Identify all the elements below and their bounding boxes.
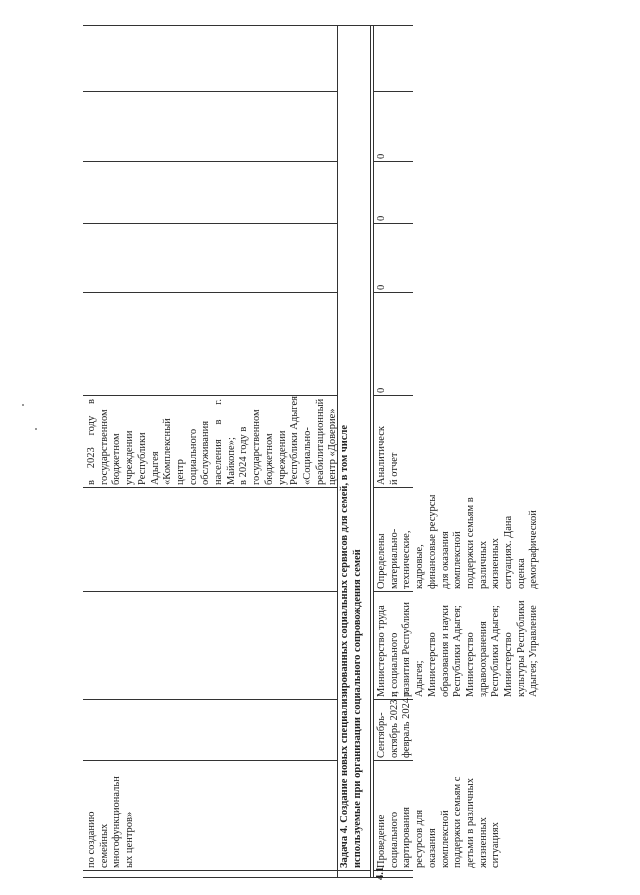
text-line: многофункциональн — [111, 776, 123, 868]
value-cell — [373, 92, 413, 162]
col-divider — [83, 223, 337, 224]
text-line: культуры Республики — [515, 600, 527, 697]
text-line: различных — [477, 540, 489, 589]
text-line: образования и науки — [439, 605, 451, 697]
text-line: Республики Адыгея; — [452, 605, 464, 697]
text-line: ситуациях. Дана — [503, 515, 515, 589]
text-line: Республики Адыгея — [136, 432, 161, 485]
value-text: 0 — [376, 387, 387, 393]
text-line: учреждении — [276, 430, 288, 485]
text-line: Проведение — [376, 814, 387, 868]
task-heading-line: используемые при организации социального сопровождения семей — [351, 549, 363, 868]
text-line: детьми в различных — [464, 778, 476, 868]
activity-cell — [83, 761, 337, 871]
text-line: в 2024 году в — [238, 426, 250, 485]
text-line: технические, — [401, 530, 413, 589]
row-number-text: 4.1 — [375, 866, 386, 880]
task-heading-line: Задача 4. Создание новых специализированных социальных сервисов для семей, в том числе — [339, 424, 350, 868]
value-text: 0 — [376, 284, 387, 290]
text-line: Министерство труда — [376, 605, 387, 697]
text-line: государственном — [98, 409, 110, 485]
task-heading — [337, 26, 370, 871]
responsible-cell — [373, 592, 540, 700]
text-line: ситуациях — [490, 822, 502, 868]
text-line: Адыгея; Управление — [528, 605, 540, 697]
text-line: февраль 2024 г — [401, 690, 413, 758]
value-cell — [373, 162, 413, 224]
result-cell — [83, 396, 337, 488]
report-form-cell — [373, 396, 413, 488]
text-line: демографической — [528, 510, 540, 589]
text-line: поддержки семьям с — [452, 776, 464, 868]
text-line: в 2023 году в — [86, 399, 97, 485]
text-line: оценка — [515, 558, 527, 589]
col-divider — [83, 292, 337, 293]
text-line: бюджетном — [111, 433, 123, 485]
row-border — [370, 26, 371, 878]
text-line: учреждении — [124, 430, 136, 485]
text-line: государственном — [251, 409, 263, 485]
text-line: семейных — [98, 823, 110, 868]
text-line: здравоохранения — [477, 621, 489, 697]
text-line: ресурсов для — [414, 809, 426, 868]
text-line: октябрь 2023 г, — [388, 691, 400, 758]
text-line: кадровые, — [414, 544, 426, 589]
text-line: комплексной — [439, 810, 451, 868]
text-line: реабилитационный — [314, 398, 326, 485]
activity-cell — [373, 761, 502, 871]
deadline-cell — [373, 690, 413, 761]
text-line: финансовые ресурсы — [426, 494, 438, 589]
text-line: центр «Доверие» — [327, 408, 339, 485]
text-line: по созданию — [86, 811, 97, 868]
text-line: Определены — [376, 533, 387, 589]
task-heading-row — [337, 26, 370, 878]
col-divider — [83, 161, 337, 162]
document-page — [83, 26, 540, 880]
text-line: поддержки семьям в — [464, 497, 476, 589]
text-line: «Комплексный центр — [162, 418, 186, 485]
text-line: Сентябрь- — [376, 712, 387, 758]
text-line: и социального — [388, 632, 400, 697]
text-line: «Социально- — [301, 427, 313, 485]
value-text: 0 — [376, 215, 387, 221]
text-line: Майкопе»; — [225, 437, 237, 485]
text-line: жизненных — [490, 538, 502, 589]
text-line: Аналитическ — [376, 426, 387, 485]
text-line: ых центров» — [124, 811, 136, 868]
text-line: материально- — [388, 528, 400, 589]
value-cell — [373, 224, 413, 293]
col-divider — [83, 591, 337, 592]
text-line: картирования — [401, 807, 413, 868]
scan-speck — [22, 404, 24, 406]
col-divider — [83, 699, 337, 700]
table-row-4-1 — [373, 26, 540, 880]
text-line: Министерство — [464, 632, 476, 697]
scan-speck — [35, 428, 37, 430]
text-line: Республики Адыгея; — [490, 605, 502, 697]
text-line: социального — [187, 428, 199, 485]
text-line: социального — [388, 811, 400, 868]
text-line: для оказания — [439, 531, 451, 589]
result-cell — [373, 488, 540, 592]
text-line: оказания — [426, 828, 438, 868]
text-line: Министерство — [426, 632, 438, 697]
text-line: бюджетном — [263, 433, 275, 485]
text-line: Министерство — [503, 632, 515, 697]
value-text: 0 — [376, 153, 387, 159]
text-line: обслуживания — [200, 420, 212, 485]
text-line: населения в г. — [213, 399, 225, 485]
text-line: жизненных — [477, 817, 489, 868]
table-row-continuation — [83, 26, 337, 878]
col-divider — [83, 91, 337, 92]
text-line: Республики Адыгея — [289, 396, 301, 485]
text-line: развития Республики — [401, 602, 413, 697]
value-cell — [373, 293, 413, 396]
text-line: Адыгея; — [414, 660, 426, 697]
text-line: й отчет — [388, 452, 400, 485]
text-line: комплексной — [452, 531, 464, 589]
